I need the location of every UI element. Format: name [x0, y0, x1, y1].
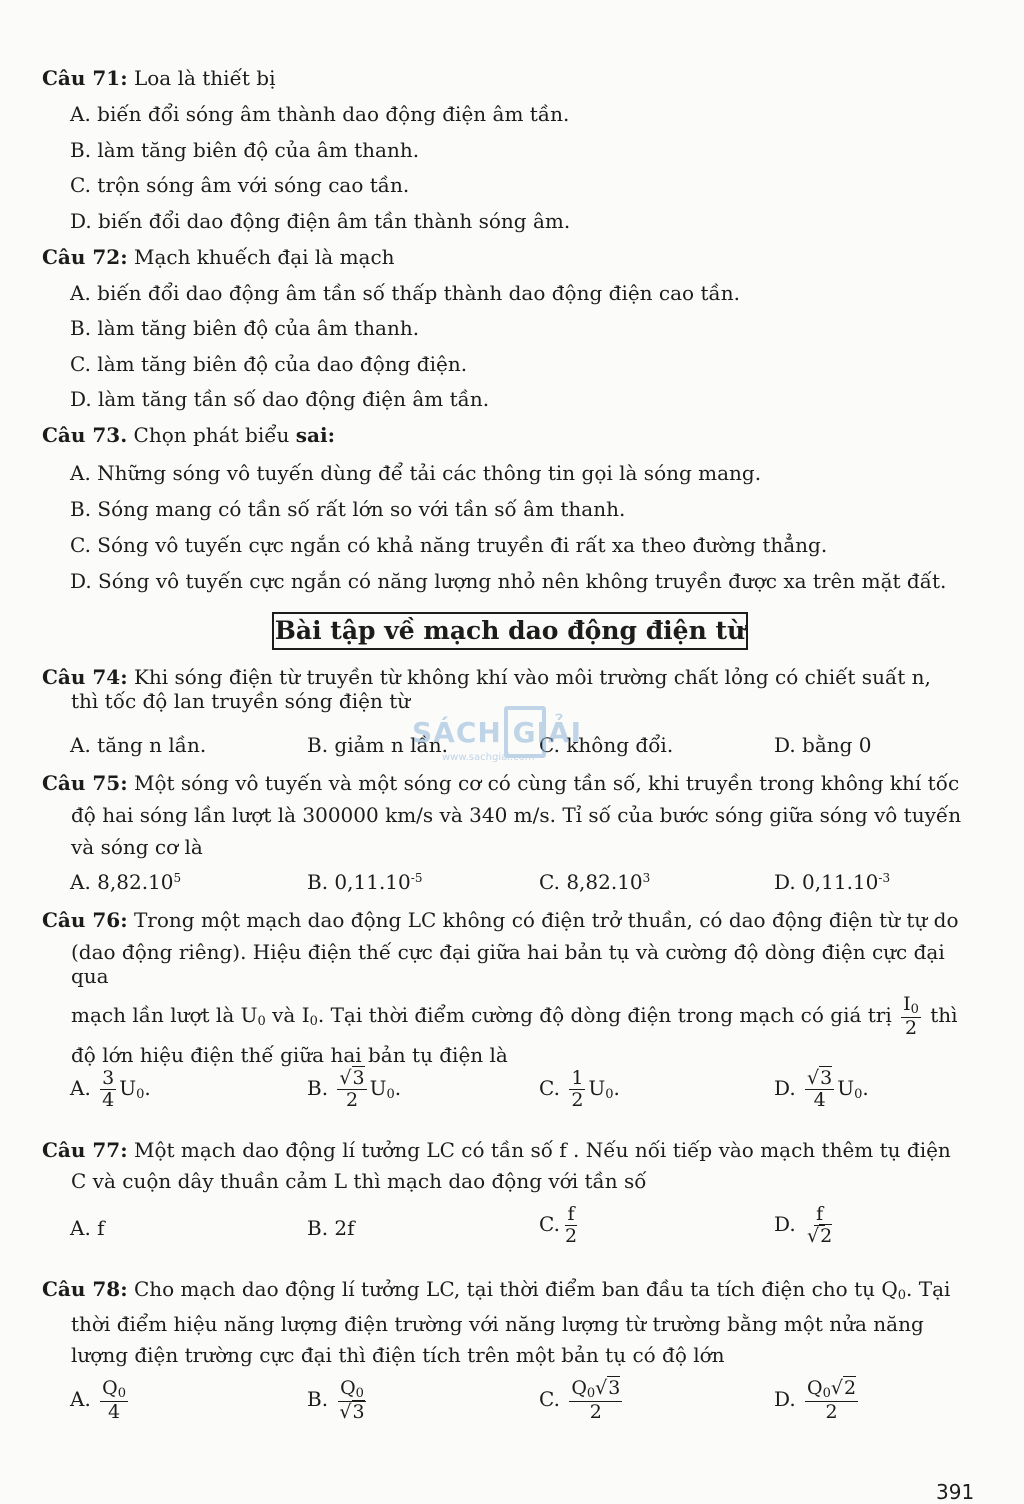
option-c: C. $\frac{f}{2}$ [539, 1203, 578, 1247]
question-label: Câu 77: [42, 1138, 128, 1162]
question-77 [42, 1138, 982, 1193]
question-stem-line: Trong một mạch dao động LC không có điện trở thuần, có dao động điện từ tự do [127, 908, 959, 932]
option-c: C. $\frac{Q_0√3}{2}$ [539, 1377, 621, 1424]
option-c: C. trộn sóng âm với sóng cao tần. [70, 173, 410, 197]
question-stem-line: Khi sóng điện từ truyền từ không khí vào môi trường chất lỏng có chiết suất n, [127, 665, 931, 689]
option-d: D. làm tăng tần số dao động điện âm tần. [70, 387, 490, 411]
question-76 [42, 908, 982, 1067]
option-a: A. $\frac{3}{4}$ $U_0$. [70, 1067, 151, 1111]
question-72 [42, 245, 982, 269]
option-b: B. giảm n lần. [307, 733, 448, 757]
question-stem-line: C và cuộn dây thuần cảm L thì mạch dao động với tần số [71, 1169, 647, 1193]
question-stem-line: Cho mạch dao động lí tưởng LC, tại thời điểm ban đầu ta tích điện cho tụ $Q_0$. Tại [127, 1277, 951, 1303]
radical-icon: √ [807, 1067, 820, 1089]
radical-icon: √ [830, 1377, 844, 1399]
watermark-frame-icon [504, 706, 546, 758]
question-stem-emphasis: sai: [295, 423, 335, 447]
question-stem-line: thì tốc độ lan truyền sóng điện từ [71, 689, 411, 713]
option-d: D. $\frac{√3}{4}$ $U_0$. [774, 1067, 869, 1111]
question-stem-line: mạch lần lượt là $U_0$ và $I_0$. Tại thời điểm cường độ dòng điện trong mạch có giá trị $\frac{I_0}{2}$ thì [71, 993, 958, 1040]
question-label: Câu 78: [42, 1277, 128, 1301]
question-stem-line: độ hai sóng lần lượt là 300000 km/s và 340 m/s. Tỉ số của bước sóng giữa sóng vô tuyến [71, 803, 962, 827]
option-b: B. $\frac{√3}{2}$ $U_0$. [307, 1067, 402, 1111]
option-c: C. $\frac{1}{2}$ $U_0$. [539, 1067, 620, 1111]
radical-icon: √ [595, 1377, 608, 1399]
option-a: A. 8,82.10$^5$ [70, 870, 182, 894]
question-stem: Chọn phát biểu [127, 423, 296, 447]
question-stem-line: thời điểm hiệu năng lượng điện trường với năng lượng từ trường bằng một nửa năng [71, 1311, 924, 1336]
question-label: Câu 74: [42, 665, 128, 689]
section-title: Bài tập về mạch dao động điện từ [272, 612, 748, 650]
question-78 [42, 1277, 982, 1367]
options-row [70, 1068, 980, 1124]
option-a: A. Những sóng vô tuyến dùng để tải các thông tin gọi là sóng mang. [70, 461, 762, 485]
radical-icon: √ [339, 1401, 352, 1424]
question-stem-line: Một sóng vô tuyến và một sóng cơ có cùng tần số, khi truyền trong không khí tốc [127, 771, 960, 795]
option-b: B. $\frac{Q_0}{√3}$ [307, 1377, 365, 1424]
option-d: D. biến đổi dao động điện âm tần thành sóng âm. [70, 209, 571, 233]
option-a: A. $\frac{Q_0}{4}$ [70, 1377, 127, 1424]
watermark-logo [412, 704, 622, 764]
option-a: A. biến đổi dao động âm tần số thấp thành dao động điện cao tần. [70, 281, 740, 305]
question-71 [42, 66, 982, 90]
question-stem-line: độ lớn hiệu điện thế giữa hai bản tụ điện là [71, 1043, 508, 1068]
watermark-url: www.sachgiai.com [442, 752, 535, 763]
option-d: D. $0,11.10^{-3}$ [774, 870, 891, 894]
options-row [70, 1204, 980, 1260]
question-stem: Loa là thiết bị [127, 66, 276, 90]
options-row [70, 1378, 980, 1436]
question-label: Câu 75: [42, 771, 128, 795]
option-a: A. tăng n lần. [70, 733, 207, 757]
question-stem-line: và sóng cơ là [71, 835, 203, 859]
question-label: Câu 73. [42, 423, 128, 447]
option-c: C. Sóng vô tuyến cực ngắn có khả năng truyền đi rất xa theo đường thẳng. [70, 533, 828, 557]
watermark-text: SÁCH GIẢI [412, 716, 583, 749]
question-stem-line: (dao động riêng). Hiệu điện thế cực đại giữa hai bản tụ và cường độ dòng điện cực đại qua [71, 940, 945, 988]
options-row [70, 870, 980, 910]
question-label: Câu 72: [42, 245, 128, 269]
question-75 [42, 771, 982, 859]
option-c: C. làm tăng biên độ của dao động điện. [70, 352, 468, 376]
question-label: Câu 76: [42, 908, 128, 932]
question-73 [42, 423, 982, 447]
option-d: D. bằng 0 [774, 733, 872, 757]
question-stem-line: lượng điện trường cực đại thì điện tích trên một bản tụ có độ lớn [71, 1342, 725, 1367]
option-c: C. không đổi. [539, 733, 674, 757]
option-b: B. 2f [307, 1216, 355, 1240]
option-d: D. $\frac{Q_0√2}{2}$ [774, 1377, 857, 1424]
question-label: Câu 71: [42, 66, 128, 90]
page-number: 391 [936, 1480, 975, 1504]
radical-icon: √ [807, 1224, 820, 1247]
fraction: $\frac{I_0}{2}$ [903, 993, 919, 1040]
question-stem: Mạch khuếch đại là mạch [127, 245, 395, 269]
question-stem-line: Một mạch dao động lí tưởng LC có tần số f . Nếu nối tiếp vào mạch thêm tụ điện [127, 1138, 951, 1162]
option-a: A. biến đổi sóng âm thành dao động điện âm tần. [70, 102, 570, 126]
option-b: B. Sóng mang có tần số rất lớn so với tần số âm thanh. [70, 497, 626, 521]
option-d: D. Sóng vô tuyến cực ngắn có năng lượng nhỏ nên không truyền được xa trên mặt đất. [70, 569, 947, 593]
option-a: A. f [70, 1216, 105, 1240]
radical-icon: √ [339, 1067, 352, 1089]
option-b: B. làm tăng biên độ của âm thanh. [70, 138, 420, 162]
option-c: C. 8,82.10$^3$ [539, 870, 651, 894]
option-d: D. $\frac{f}{√2}$ [774, 1203, 833, 1247]
option-b: B. làm tăng biên độ của âm thanh. [70, 316, 420, 340]
option-b: B. $0,11.10^{-5}$ [307, 870, 423, 894]
